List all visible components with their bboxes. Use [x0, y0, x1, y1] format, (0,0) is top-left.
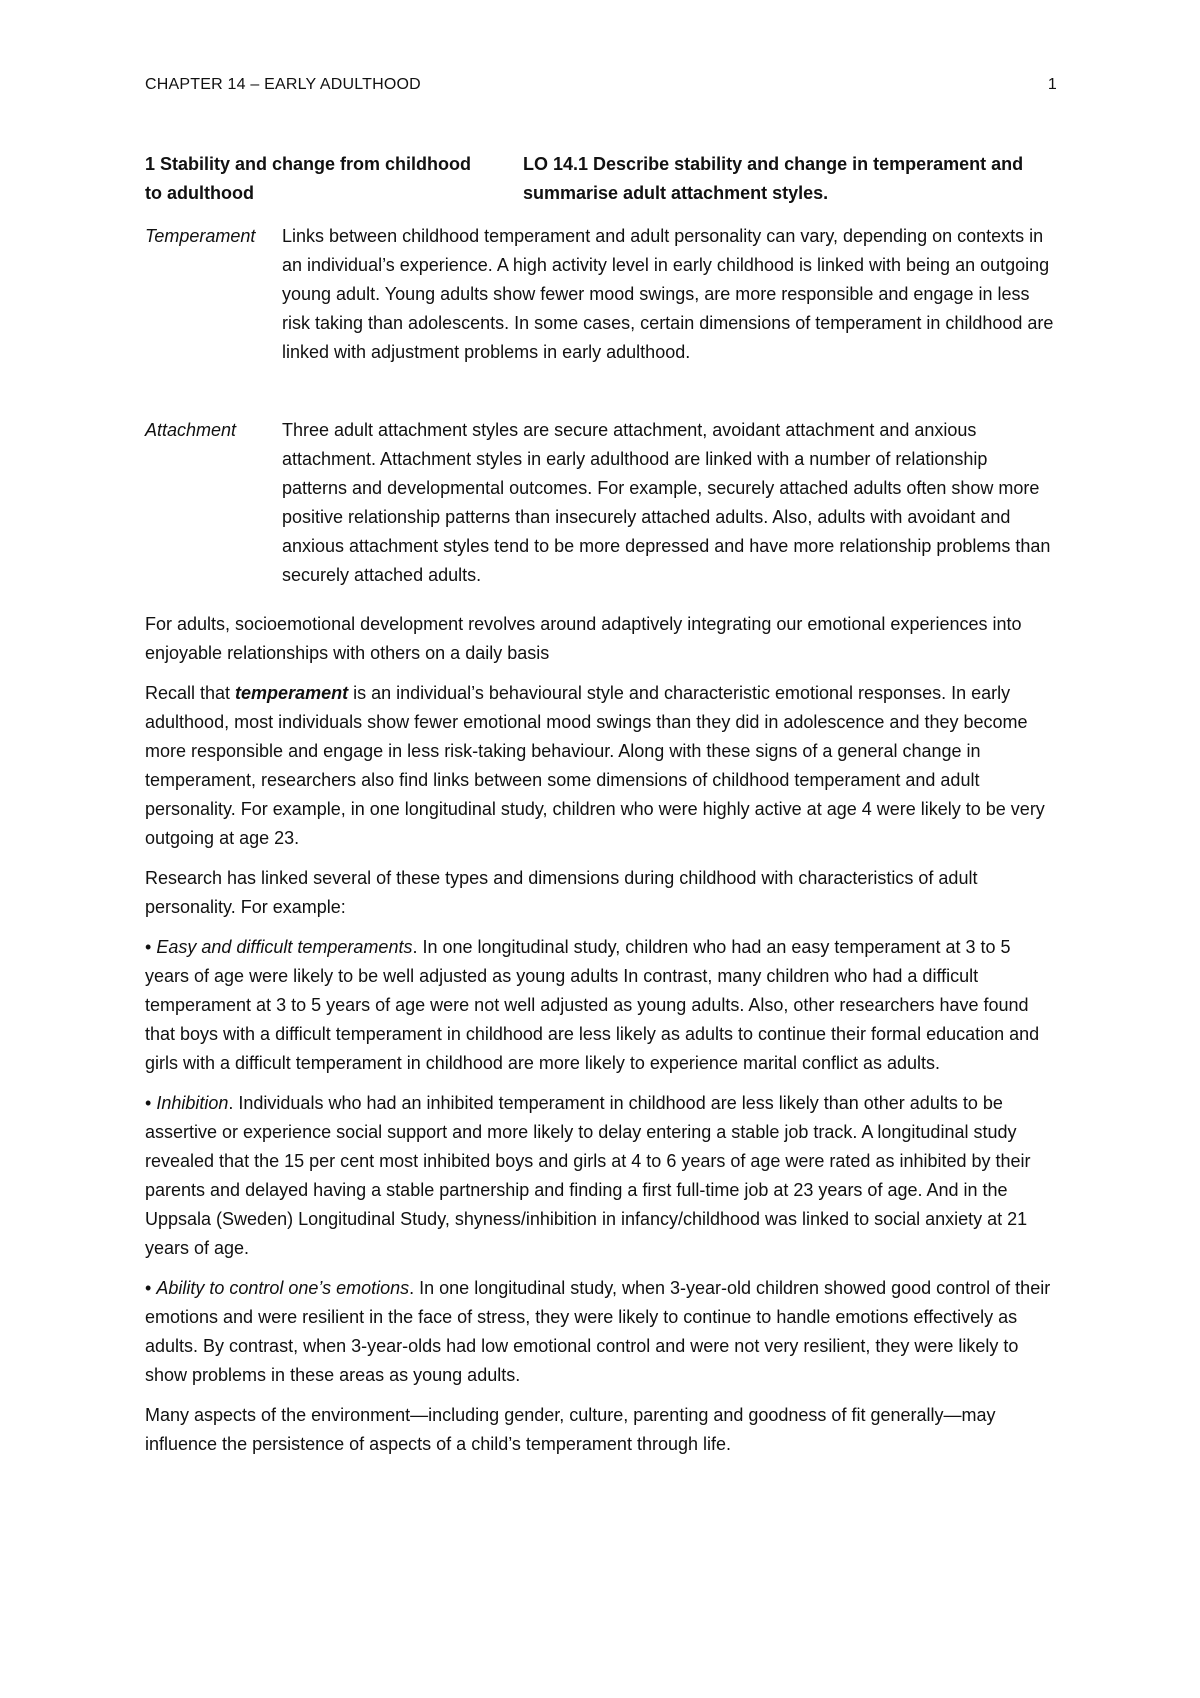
paragraph: For adults, socioemotional development revolves around adaptively integrating our emotional experiences into enjoyable relationships with others on a daily basis: [145, 614, 1022, 663]
page-number: 1: [1047, 76, 1057, 93]
chapter-title: CHAPTER 14 – EARLY ADULTHOOD: [145, 76, 421, 93]
section-title: 1 Stability and change from childhood to adulthood: [145, 154, 472, 203]
summary-definition: Three adult attachment styles are secure attachment, avoidant attachment and anxious attachment. Attachment styles in early adulthood are linked with a number of relationship patterns and developmental outcomes. For example, securely attached adults often show more positive relationship patterns than insecurely attached adults. Also, adults with avoidant and anxious attachment styles tend to be more depressed and have more relationship problems than securely attached adults.: [282, 420, 1051, 585]
summary-term: Attachment: [145, 420, 237, 440]
paragraph: Many aspects of the environment—including gender, culture, parenting and goodness of fit generally—may influence the persistence of aspects of a child’s temperament through life.: [145, 1405, 996, 1454]
bullet-text: . In one longitudinal study, children who had an easy temperament at 3 to 5 years of age were likely to be well adjusted as young adults In contrast, many children who had a difficult temperament at 3 to 5 years of age were not well adjusted as young adults. Also, other researchers have found that boys with a difficult temperament in childhood are less likely as adults to continue their formal education and girls with a difficult temperament in childhood are more likely to experience marital conflict as adults.: [145, 937, 1040, 1073]
bullet-label: Ability to control one’s emotions: [156, 1278, 410, 1298]
bullet-item: [145, 1274, 1057, 1390]
key-term: temperament: [235, 683, 349, 703]
bullet-label: Inhibition: [156, 1093, 229, 1113]
paragraph-text: is an individual’s behavioural style and characteristic emotional responses. In early adulthood, most individuals show fewer emotional mood swings than they did in adolescence and they become more responsible and engage in less risk-taking behaviour. Along with these signs of a general change in temperament, researchers also find links between some dimensions of childhood temperament and adult personality. For example, in one longitudinal study, children who were highly active at age 4 were likely to be very outgoing at age 23.: [145, 683, 1045, 848]
summary-definition: Links between childhood temperament and adult personality can vary, depending on contexts in an individual’s experience. A high activity level in early childhood is linked with being an outgoing young adult. Young adults show fewer mood swings, are more responsible and engage in less risk taking than adolescents. In some cases, certain dimensions of temperament in childhood are linked with adjustment problems in early adulthood.: [282, 226, 1054, 362]
bullet-text: . Individuals who had an inhibited temperament in childhood are less likely than other adults to be assertive or experience social support and more likely to delay entering a stable job track. A longitudinal study revealed that the 15 per cent most inhibited boys and girls at 4 to 6 years of age were rated as inhibited by their parents and delayed having a stable partnership and finding a first full-time job at 23 years of age. And in the Uppsala (Sweden) Longitudinal Study, shyness/inhibition in infancy/childhood was linked to social anxiety at 21 years of age.: [145, 1093, 1031, 1258]
paragraph-text: Recall that: [145, 683, 236, 703]
body-text: [145, 610, 1057, 1470]
learning-objective: LO 14.1 Describe stability and change in temperament and summarise adult attachment styles.: [523, 154, 1024, 203]
bullet-item: [145, 933, 1057, 1078]
summary-term: Temperament: [145, 226, 256, 246]
paragraph: Research has linked several of these types and dimensions during childhood with characteristics of adult personality. For example:: [145, 868, 978, 917]
bullet-marker: •: [145, 1278, 152, 1298]
bullet-label: Easy and difficult temperaments: [156, 937, 413, 957]
bullet-text: . In one longitudinal study, when 3-year-old children showed good control of their emotions and were resilient in the face of stress, they were likely to continue to handle emotions effectively as adults. By contrast, when 3-year-olds had low emotional control and were not very resilient, they were likely to show problems in these areas as young adults.: [145, 1278, 1051, 1385]
paragraph: [145, 679, 1057, 853]
bullet-marker: •: [145, 1093, 152, 1113]
bullet-marker: •: [145, 937, 152, 957]
bullet-item: [145, 1089, 1057, 1263]
